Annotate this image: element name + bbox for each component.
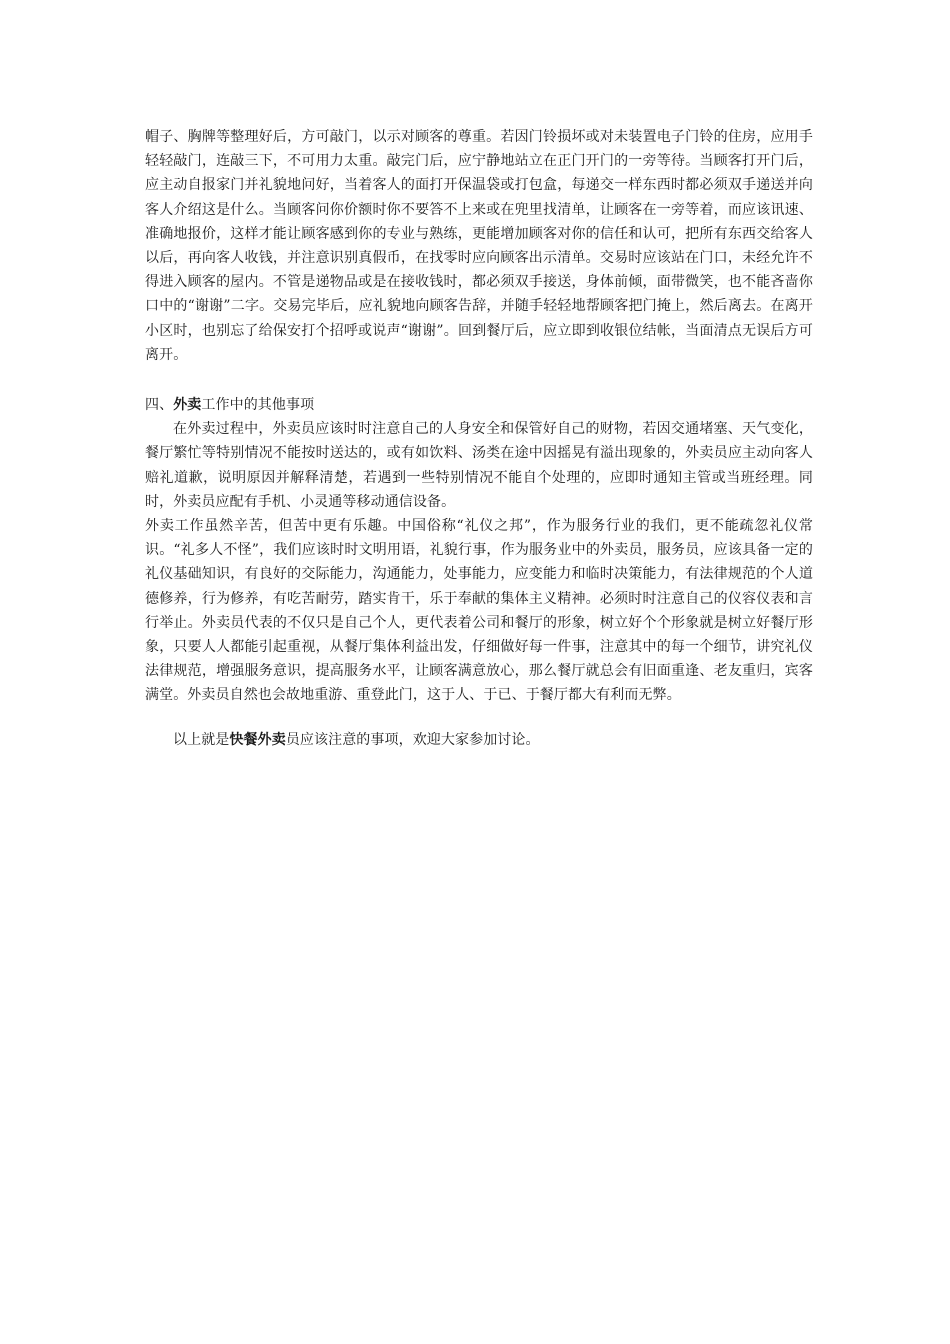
heading-suffix: 工作中的其他事项 xyxy=(201,397,315,414)
paragraph-other-matters: 在外卖过程中，外卖员应该时时注意自己的人身安全和保管好自己的财物，若因交通堵塞、天气变化，餐厅繁忙等特别情况不能按时送达的，或有如饮料、汤类在途中因摇晃有溢出现象的，外卖员应主动向客人赔礼道歉，说明原因并解释清楚，若遇到一些特别情况不能自个处理的，应即时通知主管或当班经理。同时，外卖员应配有手机、小灵通等移动通信设备。 xyxy=(145,421,813,510)
heading-prefix: 四、 xyxy=(145,397,174,414)
paragraph-etiquette-summary: 外卖工作虽然辛苦，但苦中更有乐趣。中国俗称“礼仪之邦”，作为服务行业的我们，更不能疏忽礼仪常识。“礼多人不怪”，我们应该时时文明用语，礼貌行事，作为服务业中的外卖员，服务员，应该具备一定的礼仪基础知识，有良好的交际能力，沟通能力，处事能力，应变能力和临时决策能力，有法律规范的个人道德修养，行为修养，有吃苦耐劳，踏实肯干，乐于奉献的集体主义精神。必须时时注意自己的仪容仪表和言行举止。外卖员代表的不仅只是自己个人，更代表着公司和餐厅的形象，树立好个个形象就是树立好餐厅形象，只要人人都能引起重视，从餐厅集体利益出发，仔细做好每一件事，注意其中的每一个细节，讲究礼仪法律规范，增强服务意识，提高服务水平，让顾客满意放心，那么餐厅就总会有旧面重逢、老友重归，宾客满堂。外卖员自然也会故地重游、重登此门，这于人、于已、于餐厅都大有利而无弊。 xyxy=(145,518,813,704)
section-heading-4 xyxy=(145,393,813,417)
closing-prefix: 以上就是 xyxy=(173,731,230,748)
closing-bold-keyword: 快餐外卖 xyxy=(229,731,286,748)
document-page xyxy=(145,125,813,752)
paragraph-delivery-etiquette: 帽子、胸牌等整理好后，方可敲门，以示对顾客的尊重。若因门铃损坏或对未装置电子门铃的住房，应用手轻轻敲门，连敲三下，不可用力太重。敲完门后，应宁静地站立在正门开门的一旁等待。当顾客打开门后，应主动自报家门并礼貌地问好，当着客人的面打开保温袋或打包盒，每递交一样东西时都必须双手递送并向客人介绍这是什么。当顾客问你价额时你不要答不上来或在兜里找清单，让顾客在一旁等着，而应该讯速、准确地报价，这样才能让顾客感到你的专业与熟练，更能增加顾客对你的信任和认可，把所有东西交给客人以后，再向客人收钱，并注意识别真假币，在找零时应向顾客出示清单。交易时应该站在门口，未经允许不得进入顾客的屋内。不管是递物品或是在接收钱时，都必须双手接送，身体前倾，面带微笑，也不能吝啬你口中的“谢谢”二字。交易完毕后，应礼貌地向顾客告辞，并随手轻轻地帮顾客把门掩上，然后离去。在离开小区时，也别忘了给保安打个招呼或说声“谢谢”。回到餐厅后，应立即到收银位结帐，当面清点无误后方可离开。 xyxy=(145,129,813,363)
closing-line xyxy=(145,728,813,752)
heading-bold-keyword: 外卖 xyxy=(173,397,202,414)
paragraph-spacer xyxy=(145,367,813,393)
closing-suffix: 员应该注意的事项，欢迎大家参加讨论。 xyxy=(285,731,540,748)
paragraph-spacer xyxy=(145,708,813,728)
